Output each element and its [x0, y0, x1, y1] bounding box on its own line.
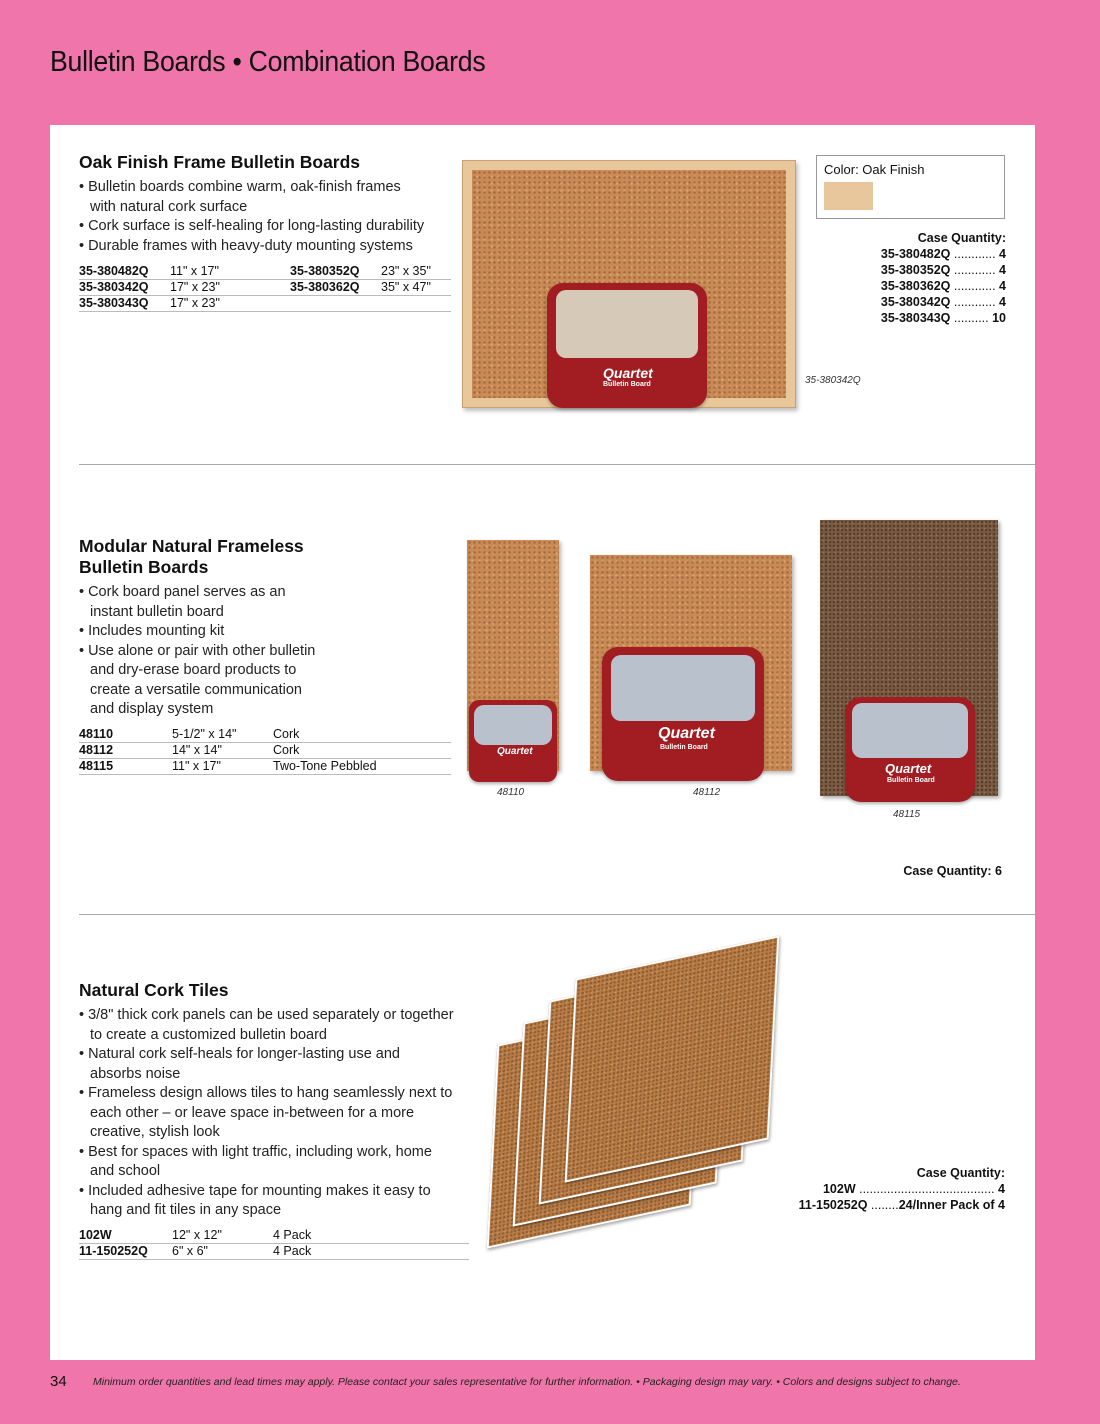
- modular-bullet-list: [79, 583, 319, 720]
- sku-size: 23" x 35": [381, 264, 451, 280]
- sku-code: 35-380342Q: [79, 280, 170, 296]
- footer-disclaimer: Minimum order quantities and lead times may apply. Please contact your sales representative for further information. • Packaging design may vary. • Colors and designs subject to change.: [93, 1376, 961, 1388]
- modular-bullet: • Includes mounting kit: [79, 622, 319, 642]
- sku-desc: 4 Pack: [273, 1228, 469, 1244]
- board-48112-image: [590, 555, 792, 771]
- modular-bullet: • Use alone or pair with other bulletin and dry-erase board products to create a versatile communication and display system: [79, 642, 319, 720]
- table-row: [79, 1244, 469, 1260]
- sku-code: 11-150252Q: [79, 1244, 172, 1260]
- table-row: [79, 759, 451, 775]
- tiles-bullet: • 3/8" thick cork panels can be used separately or together to create a customized bulletin board: [79, 1006, 455, 1045]
- sku-code: 35-380482Q: [79, 264, 170, 280]
- table-row: [79, 1228, 469, 1244]
- modular-sku-table: [79, 727, 451, 775]
- oak-sku-table: [79, 264, 451, 312]
- case-row: 35-380352Q ............ 4: [880, 263, 1006, 277]
- package-photo: [474, 705, 552, 745]
- tiles-bullet: • Natural cork self-heals for longer-lasting use and absorbs noise: [79, 1045, 455, 1084]
- color-label: Color: Oak Finish: [824, 162, 925, 177]
- cork-tile: [565, 935, 780, 1182]
- sku-desc: Two-Tone Pebbled: [273, 759, 451, 775]
- cork-tiles-image: [480, 955, 790, 1255]
- case-row: 102W ....................................... 4: [822, 1182, 1005, 1196]
- package-brand: Quartet: [603, 365, 653, 381]
- tiles-bullet: • Frameless design allows tiles to hang seamlessly next to each other – or leave space in-between for a more creative, stylish look: [79, 1084, 455, 1143]
- sku-size: 14" x 14": [172, 743, 273, 759]
- section-divider: [79, 914, 1035, 915]
- oak-bullet: • Durable frames with heavy-duty mounting systems: [79, 237, 429, 257]
- case-row: 35-380342Q ............ 4: [880, 295, 1006, 309]
- page-number: 34: [50, 1373, 67, 1390]
- oak-image-caption: 35-380342Q: [805, 375, 861, 386]
- sku-code: 48115: [79, 759, 172, 775]
- sku-code: 48110: [79, 727, 172, 743]
- sku-code: 48112: [79, 743, 172, 759]
- sku-code: [290, 296, 381, 312]
- oak-bullet-list: [79, 178, 429, 256]
- sku-code: 35-380362Q: [290, 280, 381, 296]
- oak-section-title: Oak Finish Frame Bulletin Boards: [79, 152, 361, 172]
- product-package: [547, 283, 707, 408]
- tiles-bullet: • Included adhesive tape for mounting makes it easy to hang and fit tiles in any space: [79, 1182, 455, 1221]
- page-title: Bulletin Boards • Combination Boards: [50, 46, 486, 78]
- package-subtitle: Bulletin Board: [603, 381, 651, 388]
- package-brand: Quartet: [497, 746, 533, 757]
- product-package: [602, 647, 764, 781]
- board-48110-image: [467, 540, 559, 771]
- package-photo: [852, 703, 968, 758]
- modular-section-title: Modular Natural Frameless Bulletin Boards: [79, 536, 304, 577]
- table-row: [79, 727, 451, 743]
- sku-size: 12" x 12": [172, 1228, 273, 1244]
- package-subtitle: Bulletin Board: [660, 744, 708, 751]
- caption-48115: 48115: [893, 809, 921, 820]
- sku-size: 11" x 17": [170, 264, 290, 280]
- sku-size: 11" x 17": [172, 759, 273, 775]
- oak-bullet: • Cork surface is self-healing for long-lasting durability: [79, 217, 429, 237]
- tiles-bullet-list: [79, 1006, 455, 1221]
- sku-code: 35-380343Q: [79, 296, 170, 312]
- color-swatch-box: [816, 155, 1005, 219]
- case-heading: Case Quantity:: [917, 231, 1006, 245]
- sku-size: 35" x 47": [381, 280, 451, 296]
- catalog-panel: [50, 125, 1035, 1360]
- case-heading: Case Quantity:: [916, 1166, 1005, 1180]
- package-brand: Quartet: [885, 761, 932, 776]
- sku-size: [381, 296, 451, 312]
- product-package: [469, 700, 557, 782]
- package-subtitle: Bulletin Board: [887, 777, 935, 784]
- case-row: 35-380343Q .......... 10: [880, 311, 1006, 325]
- sku-size: 5-1/2" x 14": [172, 727, 273, 743]
- caption-48110: 48110: [497, 787, 525, 798]
- product-package: [845, 697, 975, 802]
- package-photo: [611, 655, 755, 721]
- table-row: [79, 264, 451, 280]
- modular-bullet: • Cork board panel serves as an instant bulletin board: [79, 583, 319, 622]
- sku-code: 35-380352Q: [290, 264, 381, 280]
- board-48115-image: [820, 520, 998, 796]
- tiles-section-title: Natural Cork Tiles: [79, 980, 229, 1000]
- tiles-sku-table: [79, 1228, 469, 1260]
- package-photo: [556, 290, 698, 358]
- oak-case-quantity: [881, 230, 1006, 326]
- sku-code: 102W: [79, 1228, 172, 1244]
- modular-case-quantity: Case Quantity: 6: [903, 864, 1002, 878]
- sku-size: 6" x 6": [172, 1244, 273, 1260]
- table-row: [79, 280, 451, 296]
- tiles-bullet: • Best for spaces with light traffic, including work, home and school: [79, 1143, 455, 1182]
- oak-bullet: • Bulletin boards combine warm, oak-finish frames with natural cork surface: [79, 178, 429, 217]
- sku-size: 17" x 23": [170, 280, 290, 296]
- sku-size: 17" x 23": [170, 296, 290, 312]
- section-divider: [79, 464, 1035, 465]
- tiles-case-quantity: [799, 1165, 1005, 1213]
- case-row: 35-380362Q ............ 4: [880, 279, 1006, 293]
- sku-desc: Cork: [273, 743, 451, 759]
- oak-finish-swatch: [824, 182, 873, 210]
- sku-desc: 4 Pack: [273, 1244, 469, 1260]
- table-row: [79, 296, 451, 312]
- package-brand: Quartet: [658, 725, 715, 742]
- table-row: [79, 743, 451, 759]
- case-row: 11-150252Q ........24/Inner Pack of 4: [798, 1198, 1005, 1212]
- caption-48112: 48112: [693, 787, 721, 798]
- sku-desc: Cork: [273, 727, 451, 743]
- case-row: 35-380482Q ............ 4: [880, 247, 1006, 261]
- oak-board-image: [462, 160, 796, 408]
